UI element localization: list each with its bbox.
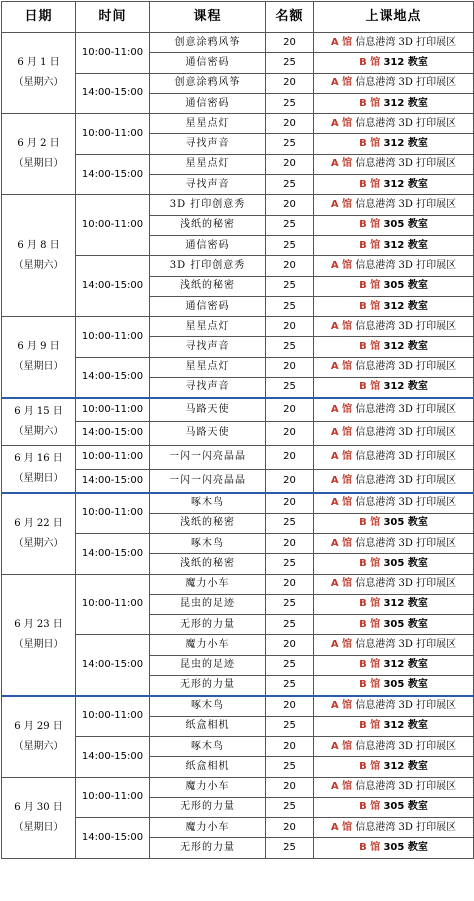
quota-cell: 20: [266, 33, 314, 53]
course-cell: 马路天使: [150, 422, 266, 446]
location-detail: 信息港湾 3D 打印展区: [355, 781, 457, 793]
location-cell: [314, 256, 474, 276]
location-cell: [314, 134, 474, 154]
location-detail: 信息港湾 3D 打印展区: [355, 427, 457, 439]
quota-cell: 20: [266, 256, 314, 276]
course-cell: 寻找声音: [150, 337, 266, 357]
location-cell: [314, 554, 474, 574]
course-cell: 通信密码: [150, 93, 266, 113]
location-cell: [314, 317, 474, 337]
course-cell: 啄木鸟: [150, 493, 266, 513]
location-cell: [314, 655, 474, 675]
room-label: 312 教室: [383, 341, 428, 353]
course-cell: 寻找声音: [150, 378, 266, 398]
weekday-label: （星期日）: [13, 821, 64, 833]
room-label: 312 教室: [383, 97, 428, 109]
date-cell: [2, 33, 76, 114]
location-detail: 信息港湾 3D 打印展区: [355, 497, 457, 509]
location-cell: [314, 296, 474, 316]
quota-cell: 20: [266, 635, 314, 655]
hall-a-label: A 馆: [330, 740, 353, 752]
location-cell: [314, 574, 474, 594]
location-cell: [314, 93, 474, 113]
date-cell: [2, 195, 76, 317]
hall-b-label: B 馆: [359, 679, 381, 691]
weekday-label: （星期六）: [13, 77, 64, 89]
room-label: 305 教室: [383, 557, 428, 569]
course-cell: 无形的力量: [150, 838, 266, 858]
time-cell: 14:00-15:00: [76, 818, 150, 859]
course-cell: 通信密码: [150, 235, 266, 255]
table-row: [2, 493, 474, 513]
location-cell: [314, 357, 474, 377]
course-cell: 3D 打印创意秀: [150, 256, 266, 276]
room-label: 312 教室: [383, 300, 428, 312]
hall-a-label: A 馆: [330, 259, 353, 271]
quota-cell: 20: [266, 195, 314, 215]
quota-cell: 25: [266, 235, 314, 255]
quota-cell: 20: [266, 398, 314, 422]
room-label: 305 教室: [383, 618, 428, 630]
date-cell: [2, 114, 76, 195]
time-cell: 10:00-11:00: [76, 493, 150, 534]
weekday-label: （星期六）: [13, 740, 64, 752]
quota-cell: 25: [266, 296, 314, 316]
course-cell: 通信密码: [150, 296, 266, 316]
course-cell: 寻找声音: [150, 175, 266, 195]
hall-b-label: B 馆: [359, 618, 381, 630]
room-label: 305 教室: [383, 842, 428, 854]
course-cell: 3D 打印创意秀: [150, 195, 266, 215]
quota-cell: 20: [266, 696, 314, 716]
quota-cell: 25: [266, 215, 314, 235]
hall-b-label: B 馆: [359, 381, 381, 393]
hall-b-label: B 馆: [359, 801, 381, 813]
quota-cell: 20: [266, 114, 314, 134]
location-cell: [314, 337, 474, 357]
room-label: 305 教室: [383, 517, 428, 529]
hall-a-label: A 馆: [330, 474, 353, 486]
hall-a-label: A 馆: [330, 700, 353, 712]
time-cell: 10:00-11:00: [76, 398, 150, 422]
quota-cell: 20: [266, 445, 314, 469]
location-detail: 信息港湾 3D 打印展区: [355, 320, 457, 332]
hall-b-label: B 馆: [359, 598, 381, 610]
quota-cell: 20: [266, 154, 314, 174]
room-label: 312 教室: [383, 138, 428, 150]
table-row: [2, 33, 474, 53]
hall-a-label: A 馆: [330, 320, 353, 332]
time-cell: 14:00-15:00: [76, 736, 150, 777]
course-cell: 通信密码: [150, 53, 266, 73]
location-cell: [314, 716, 474, 736]
time-cell: 10:00-11:00: [76, 114, 150, 155]
hall-b-label: B 馆: [359, 720, 381, 732]
hall-a-label: A 馆: [330, 36, 353, 48]
location-cell: [314, 493, 474, 513]
location-cell: [314, 53, 474, 73]
hall-b-label: B 馆: [359, 517, 381, 529]
hall-a-label: A 馆: [330, 639, 353, 651]
hall-b-label: B 馆: [359, 56, 381, 68]
quota-cell: 20: [266, 574, 314, 594]
location-detail: 信息港湾 3D 打印展区: [355, 199, 457, 211]
location-cell: [314, 797, 474, 817]
hall-b-label: B 馆: [359, 178, 381, 190]
course-cell: 纸盒相机: [150, 716, 266, 736]
course-cell: 寻找声音: [150, 134, 266, 154]
course-cell: 浅纸的秘密: [150, 215, 266, 235]
hall-b-label: B 馆: [359, 280, 381, 292]
date-label: 6 月 30 日: [14, 801, 63, 813]
location-cell: [314, 594, 474, 614]
time-cell: 10:00-11:00: [76, 696, 150, 737]
location-cell: [314, 195, 474, 215]
location-detail: 信息港湾 3D 打印展区: [355, 259, 457, 271]
quota-cell: 20: [266, 469, 314, 493]
schedule-table: [1, 1, 474, 859]
schedule-body: [2, 33, 474, 859]
location-cell: [314, 676, 474, 696]
quota-cell: 25: [266, 93, 314, 113]
location-cell: [314, 777, 474, 797]
date-cell: [2, 696, 76, 777]
location-cell: [314, 533, 474, 553]
location-cell: [314, 422, 474, 446]
hall-b-label: B 馆: [359, 97, 381, 109]
course-cell: 昆虫的足迹: [150, 655, 266, 675]
course-cell: 浅纸的秘密: [150, 513, 266, 533]
hall-a-label: A 馆: [330, 537, 353, 549]
hall-a-label: A 馆: [330, 781, 353, 793]
quota-cell: 25: [266, 337, 314, 357]
time-cell: 14:00-15:00: [76, 533, 150, 574]
location-cell: [314, 696, 474, 716]
hall-a-label: A 馆: [330, 117, 353, 129]
quota-cell: 20: [266, 533, 314, 553]
time-cell: 10:00-11:00: [76, 195, 150, 256]
time-cell: 14:00-15:00: [76, 469, 150, 493]
quota-cell: 25: [266, 655, 314, 675]
hall-b-label: B 馆: [359, 557, 381, 569]
quota-cell: 25: [266, 594, 314, 614]
hall-a-label: A 馆: [330, 77, 353, 89]
date-cell: [2, 317, 76, 398]
hall-a-label: A 馆: [330, 578, 353, 590]
table-row: [2, 398, 474, 422]
course-cell: 一闪一闪亮晶晶: [150, 445, 266, 469]
course-cell: 星星点灯: [150, 357, 266, 377]
location-cell: [314, 33, 474, 53]
hall-a-label: A 馆: [330, 361, 353, 373]
time-cell: 10:00-11:00: [76, 777, 150, 818]
date-label: 6 月 22 日: [14, 517, 63, 529]
header-quota: 名额: [266, 2, 314, 33]
time-cell: 14:00-15:00: [76, 73, 150, 114]
course-cell: 无形的力量: [150, 676, 266, 696]
header-date: 日期: [2, 2, 76, 33]
quota-cell: 20: [266, 357, 314, 377]
location-cell: [314, 736, 474, 756]
table-row: [2, 696, 474, 716]
room-label: 312 教室: [383, 720, 428, 732]
quota-cell: 25: [266, 175, 314, 195]
date-cell: [2, 574, 76, 696]
location-cell: [314, 154, 474, 174]
date-label: 6 月 9 日: [17, 341, 60, 352]
course-cell: 纸盒相机: [150, 757, 266, 777]
date-cell: [2, 445, 76, 493]
time-cell: 10:00-11:00: [76, 445, 150, 469]
location-cell: [314, 378, 474, 398]
quota-cell: 20: [266, 777, 314, 797]
hall-b-label: B 馆: [359, 659, 381, 671]
location-cell: [314, 615, 474, 635]
quota-cell: 25: [266, 615, 314, 635]
date-label: 6 月 16 日: [14, 452, 63, 464]
hall-a-label: A 馆: [330, 451, 353, 463]
quota-cell: 20: [266, 736, 314, 756]
room-label: 305 教室: [383, 280, 428, 292]
course-cell: 无形的力量: [150, 797, 266, 817]
quota-cell: 20: [266, 818, 314, 838]
date-label: 6 月 29 日: [14, 720, 63, 732]
hall-a-label: A 馆: [330, 497, 353, 509]
date-label: 6 月 2 日: [17, 138, 60, 150]
quota-cell: 25: [266, 676, 314, 696]
location-cell: [314, 398, 474, 422]
time-cell: 14:00-15:00: [76, 154, 150, 195]
course-cell: 魔力小车: [150, 818, 266, 838]
table-row: [2, 195, 474, 215]
time-cell: 14:00-15:00: [76, 256, 150, 317]
table-row: [2, 317, 474, 337]
hall-a-label: A 馆: [330, 821, 353, 833]
quota-cell: 25: [266, 554, 314, 574]
quota-cell: 25: [266, 757, 314, 777]
course-cell: 一闪一闪亮晶晶: [150, 469, 266, 493]
header-time: 时间: [76, 2, 150, 33]
location-detail: 信息港湾 3D 打印展区: [355, 578, 457, 590]
hall-b-label: B 馆: [359, 300, 381, 312]
room-label: 312 教室: [383, 178, 428, 190]
location-detail: 信息港湾 3D 打印展区: [355, 740, 457, 752]
room-label: 312 教室: [383, 598, 428, 610]
room-label: 312 教室: [383, 760, 428, 772]
quota-cell: 25: [266, 716, 314, 736]
location-cell: [314, 469, 474, 493]
quota-cell: 25: [266, 276, 314, 296]
date-label: 6 月 8 日: [17, 239, 60, 251]
room-label: 305 教室: [383, 801, 428, 813]
course-cell: 马路天使: [150, 398, 266, 422]
time-cell: 10:00-11:00: [76, 574, 150, 635]
quota-cell: 20: [266, 73, 314, 93]
hall-b-label: B 馆: [359, 219, 381, 231]
course-cell: 无形的力量: [150, 615, 266, 635]
location-detail: 信息港湾 3D 打印展区: [355, 700, 457, 712]
room-label: 312 教室: [383, 381, 428, 393]
hall-a-label: A 馆: [330, 403, 353, 415]
hall-b-label: B 馆: [359, 239, 381, 251]
course-cell: 星星点灯: [150, 154, 266, 174]
location-detail: 信息港湾 3D 打印展区: [355, 821, 457, 833]
weekday-label: （星期日）: [13, 472, 64, 484]
quota-cell: 20: [266, 493, 314, 513]
course-cell: 昆虫的足迹: [150, 594, 266, 614]
time-cell: 14:00-15:00: [76, 422, 150, 446]
room-label: 305 教室: [383, 219, 428, 231]
room-label: 312 教室: [383, 659, 428, 671]
location-detail: 信息港湾 3D 打印展区: [355, 36, 457, 48]
course-cell: 魔力小车: [150, 777, 266, 797]
hall-b-label: B 馆: [359, 341, 381, 353]
table-row: [2, 445, 474, 469]
quota-cell: 25: [266, 378, 314, 398]
time-cell: 10:00-11:00: [76, 317, 150, 358]
table-row: [2, 777, 474, 797]
location-detail: 信息港湾 3D 打印展区: [355, 361, 457, 373]
time-cell: 14:00-15:00: [76, 635, 150, 696]
room-label: 312 教室: [383, 239, 428, 251]
date-label: 6 月 15 日: [14, 405, 63, 417]
course-cell: 创意涂鸦风筝: [150, 73, 266, 93]
hall-b-label: B 馆: [359, 760, 381, 772]
location-detail: 信息港湾 3D 打印展区: [355, 403, 457, 415]
location-cell: [314, 235, 474, 255]
table-row: [2, 114, 474, 134]
location-detail: 信息港湾 3D 打印展区: [355, 639, 457, 651]
quota-cell: 25: [266, 134, 314, 154]
location-cell: [314, 818, 474, 838]
location-detail: 信息港湾 3D 打印展区: [355, 474, 457, 486]
location-cell: [314, 757, 474, 777]
location-cell: [314, 635, 474, 655]
hall-b-label: B 馆: [359, 138, 381, 150]
location-cell: [314, 838, 474, 858]
location-detail: 信息港湾 3D 打印展区: [355, 158, 457, 170]
date-label: 6 月 1 日: [17, 57, 60, 69]
location-cell: [314, 276, 474, 296]
location-cell: [314, 513, 474, 533]
location-cell: [314, 175, 474, 195]
hall-a-label: A 馆: [330, 199, 353, 211]
room-label: 305 教室: [383, 679, 428, 691]
weekday-label: （星期六）: [13, 537, 64, 549]
location-cell: [314, 445, 474, 469]
quota-cell: 25: [266, 838, 314, 858]
course-cell: 魔力小车: [150, 635, 266, 655]
date-label: 6 月 23 日: [14, 618, 63, 630]
header-row: [2, 2, 474, 33]
hall-a-label: A 馆: [330, 158, 353, 170]
weekday-label: （星期六）: [13, 425, 64, 437]
location-cell: [314, 114, 474, 134]
course-cell: 浅纸的秘密: [150, 276, 266, 296]
location-detail: 信息港湾 3D 打印展区: [355, 537, 457, 549]
location-detail: 信息港湾 3D 打印展区: [355, 451, 457, 463]
quota-cell: 20: [266, 317, 314, 337]
course-cell: 星星点灯: [150, 114, 266, 134]
header-location: 上课地点: [314, 2, 474, 33]
course-cell: 啄木鸟: [150, 533, 266, 553]
location-cell: [314, 215, 474, 235]
date-cell: [2, 777, 76, 858]
course-cell: 啄木鸟: [150, 736, 266, 756]
quota-cell: 25: [266, 513, 314, 533]
location-cell: [314, 73, 474, 93]
location-detail: 信息港湾 3D 打印展区: [355, 77, 457, 89]
course-cell: 啄木鸟: [150, 696, 266, 716]
weekday-label: （星期日）: [13, 158, 64, 170]
location-detail: 信息港湾 3D 打印展区: [355, 117, 457, 129]
date-cell: [2, 398, 76, 446]
weekday-label: （星期六）: [13, 259, 64, 271]
course-cell: 魔力小车: [150, 574, 266, 594]
course-cell: 创意涂鸦风筝: [150, 33, 266, 53]
hall-b-label: B 馆: [359, 842, 381, 854]
weekday-label: （星期日）: [13, 361, 64, 372]
hall-a-label: A 馆: [330, 427, 353, 439]
course-cell: 浅纸的秘密: [150, 554, 266, 574]
date-cell: [2, 493, 76, 574]
quota-cell: 25: [266, 53, 314, 73]
room-label: 312 教室: [383, 56, 428, 68]
quota-cell: 25: [266, 797, 314, 817]
table-row: [2, 574, 474, 594]
header-course: 课程: [150, 2, 266, 33]
time-cell: 10:00-11:00: [76, 33, 150, 74]
time-cell: 14:00-15:00: [76, 357, 150, 398]
weekday-label: （星期日）: [13, 638, 64, 650]
quota-cell: 20: [266, 422, 314, 446]
course-cell: 星星点灯: [150, 317, 266, 337]
